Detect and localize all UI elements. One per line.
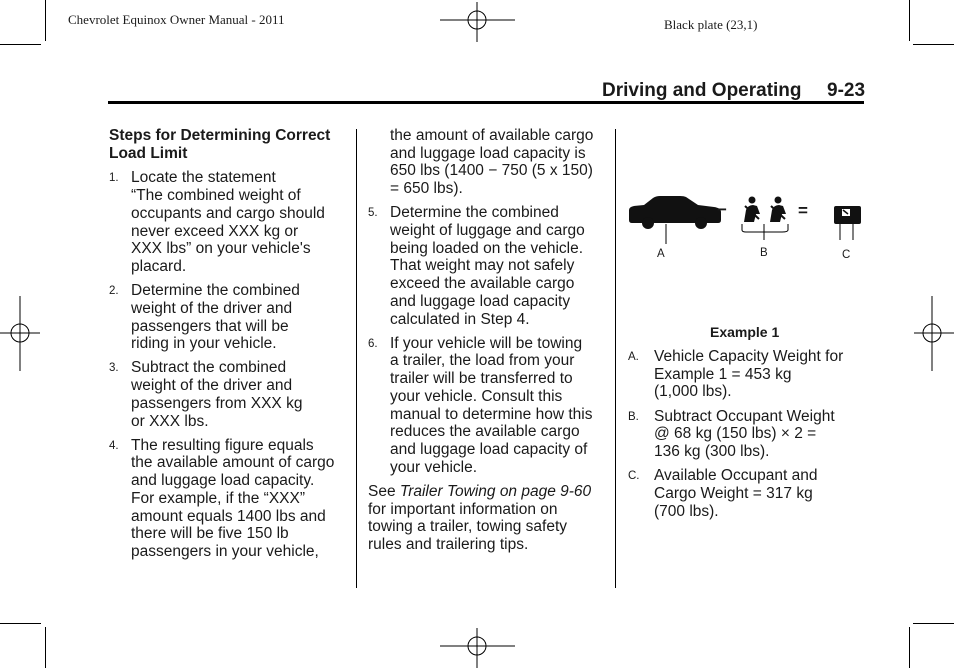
figure-label-c: C: [842, 249, 851, 261]
item-letter: C.: [628, 470, 640, 483]
page-number: 9-23: [827, 80, 866, 101]
crop-mark: [0, 44, 41, 45]
list-item: 2. Determine the combined weight of the driver and passengers that will be riding in your vehicle.: [109, 282, 300, 353]
section-title: Driving and Operating: [602, 80, 802, 101]
figure-label-b: B: [760, 247, 768, 259]
item-number: 1.: [109, 172, 119, 185]
crop-mark: [0, 623, 41, 624]
equals-sign: =: [798, 201, 808, 220]
crop-mark: [45, 0, 46, 41]
list-item-continuation: the amount of available cargo and luggage load capacity is 650 lbs (1400 − 750 (5 x 150) = 650 lbs).: [390, 127, 594, 198]
seated-passenger-icon: [744, 197, 760, 223]
figure-label-a: A: [657, 248, 665, 260]
car-icon: [629, 196, 721, 229]
item-number: 6.: [368, 337, 378, 350]
header-rule: [108, 101, 864, 104]
registration-mark-icon: [0, 296, 40, 371]
cross-reference-link[interactable]: Trailer Towing on page 9-60: [399, 482, 592, 500]
seated-passenger-icon: [770, 197, 786, 223]
crop-mark: [45, 627, 46, 668]
item-number: 5.: [368, 207, 378, 220]
registration-mark-icon: [440, 2, 515, 42]
crop-mark: [909, 0, 910, 41]
list-item: B. Subtract Occupant Weight @ 68 kg (150 lbs) × 2 = 136 kg (300 lbs).: [628, 407, 835, 461]
plate-label: Black plate (23,1): [664, 17, 758, 32]
column-1: [109, 127, 349, 561]
minus-sign: −: [717, 200, 727, 219]
list-item: 1. Locate the statement “The combined weight of occupants and cargo should never exceed XXX kg or XXX lbs” on your vehicle's placard.: [109, 169, 325, 275]
crop-mark: [913, 44, 954, 45]
column-divider: [615, 129, 616, 588]
see-reference: See Trailer Towing on page 9-60 for important information on towing a trailer, towing safety rules and trailering tips.: [368, 482, 592, 553]
item-letter: A.: [628, 351, 639, 363]
list-item: C. Available Occupant and Cargo Weight = 317 kg (700 lbs).: [628, 467, 818, 520]
registration-mark-icon: [914, 296, 954, 371]
column-3: [628, 348, 864, 520]
list-item: 4. The resulting figure equals the available amount of cargo and luggage load capacity. For example, if the “XXX” amount equals 1400 lbs and there will be five 150 lb passengers in your vehicle,: [109, 436, 335, 560]
item-letter: B.: [628, 410, 639, 423]
section-heading: Steps for Determining Correct Load Limit: [109, 127, 331, 162]
list-item: 6. If your vehicle will be towing a trailer, the load from your trailer will be transferred to your vehicle. Consult this manual to determine how this reduces the available cargo and luggage load capacity of your vehicle.: [368, 334, 593, 476]
crop-mark: [913, 623, 954, 624]
list-item: 3. Subtract the combined weight of the driver and passengers from XXX kg or XXX lbs.: [109, 359, 303, 430]
column-2: [368, 127, 608, 554]
registration-mark-icon: [440, 628, 515, 668]
list-item: 5. Determine the combined weight of luggage and cargo being loaded on the vehicle. That weight may not safely exceed the available cargo and luggage load capacity calculated in Step 4.: [368, 204, 585, 328]
item-number: 4.: [109, 439, 119, 452]
crop-mark: [909, 627, 910, 668]
item-number: 3.: [109, 362, 119, 375]
list-item: A. Vehicle Capacity Weight for Example 1 = 453 kg (1,000 lbs).: [628, 348, 844, 401]
manual-title: Chevrolet Equinox Owner Manual - 2011: [68, 12, 285, 27]
item-number: 2.: [109, 285, 119, 298]
figure-caption: Example 1: [710, 324, 780, 340]
cargo-box-icon: [834, 206, 861, 224]
column-divider: [356, 129, 357, 588]
